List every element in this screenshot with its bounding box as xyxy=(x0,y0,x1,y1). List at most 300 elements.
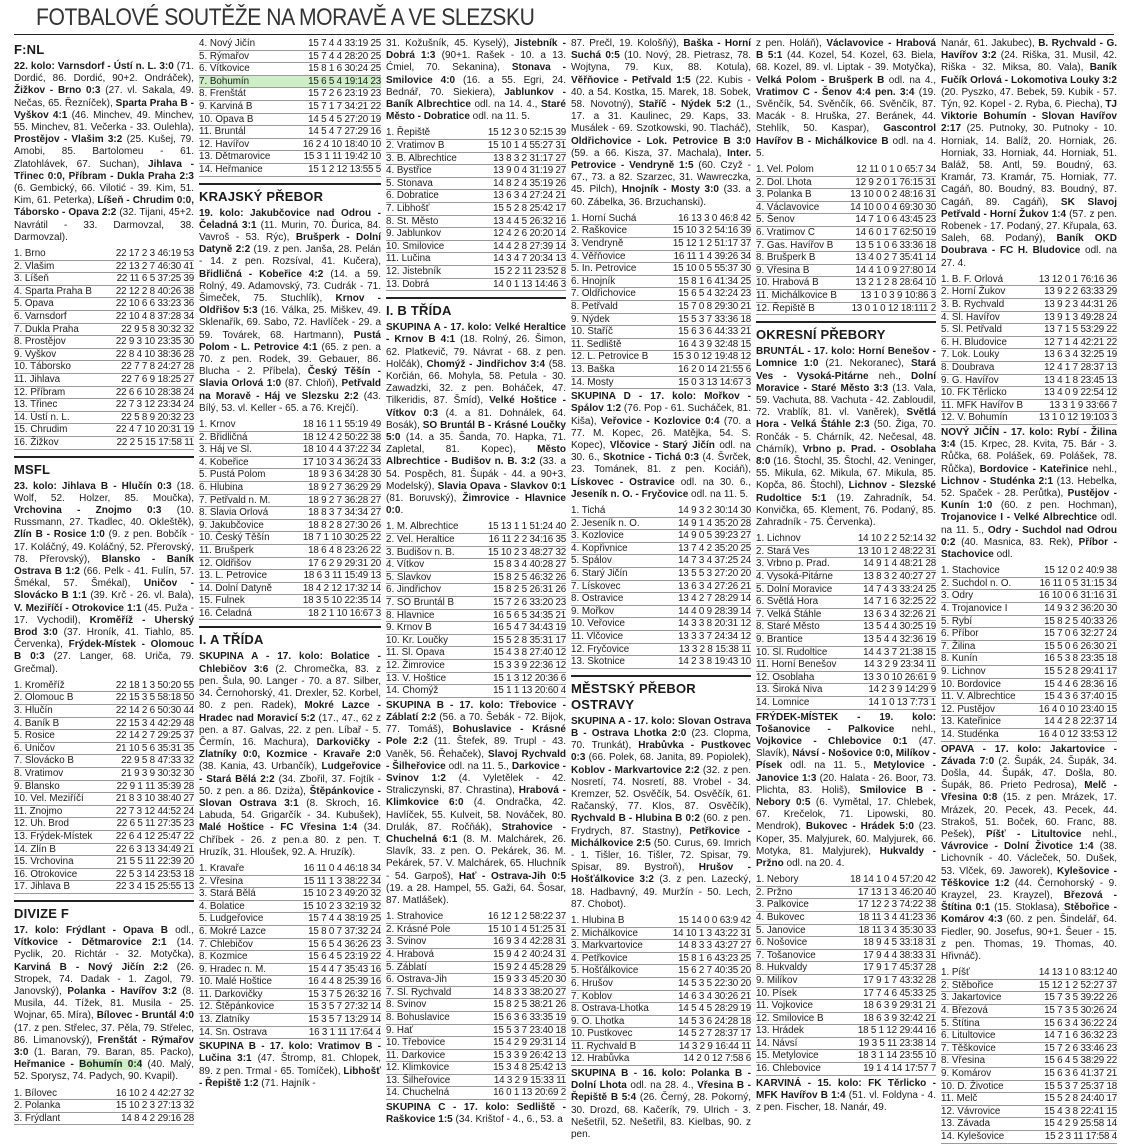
team-name: 13. Dobrá xyxy=(386,278,488,291)
table-row xyxy=(756,962,936,975)
team-name: 10. FK Těrlicko xyxy=(941,387,1039,400)
table-row xyxy=(571,363,751,376)
team-name: 12. Hrabůvka xyxy=(571,1053,673,1066)
section-block xyxy=(199,1041,381,1090)
results-paragraph: 23. kolo: Jihlava B - Hlučín 0:3 (18. Wolf, 52. Holzer, 85. Moučka), Vrchovina - Znojmo 0:3 (10. Russmann, 27. Tkadlec, 40. Okleštěk), Zlín B - Rosice 1:0 (9. z pen. Bobčík - 17. Koláčný, 49. Koláčný, 52. Přerovský, 78. Přerovský), Blansko - Baník Ostrava B 1:2 (66. Pelk - 41. Fulín, 57. Šmékal, 57. Šmékal), Uničov - Slovácko B 1:1 (39. Krč - 26. vl. Bala), V. Meziříčí - Otrokovice 1:1 (45. Puža - 17. Vychodil), Kroměříž - Uherský Brod 3:0 (37. Hroník, 41. Tiahlo, 85. Červenka), Frýdek-Místek - Olomouc B 0:3 (27. Langer, 68. Urіča, 79. Grečmal). xyxy=(14,480,195,675)
team-name: 12. Vávrovice xyxy=(941,1105,1039,1118)
table-row xyxy=(199,75,381,88)
table-row xyxy=(941,1017,1117,1030)
team-stats: 17 10 3 4 36:24 33 xyxy=(302,456,381,468)
section-block xyxy=(199,38,381,177)
table-row xyxy=(199,494,381,507)
team-stats: 14 9 3 2 36:20 30 xyxy=(1039,603,1117,616)
team-stats: 18 3 1 14 23:55 10 xyxy=(850,1050,936,1063)
team-name: 13. Hrádek xyxy=(756,1025,850,1038)
team-name: 4. Bolatice xyxy=(199,900,303,913)
table-row xyxy=(941,565,1117,577)
team-stats: 15 10 3 2 54:16 39 xyxy=(672,225,751,237)
team-stats: 15 7 4 4 28:20 25 xyxy=(303,50,381,63)
team-name: 8. Vratimov xyxy=(14,767,116,780)
team-stats: 14 2 3 9 14:29 9 xyxy=(858,684,936,697)
team-stats: 15 12 1 2 52:27 37 xyxy=(1038,979,1117,991)
team-name: 4. Kobeřice xyxy=(199,456,303,469)
team-stats: 14 4 2 8 22:37 14 xyxy=(1039,716,1117,729)
team-stats: 13 10 1 2 48:22 31 xyxy=(857,545,936,557)
team-name: 6. Varnsdorf xyxy=(14,311,116,324)
table-row xyxy=(941,324,1117,337)
team-name: 8. Hlavnice xyxy=(386,609,488,622)
table-row xyxy=(14,717,194,730)
team-stats: 15 9 2 4 45:28 29 xyxy=(488,961,566,974)
team-name: 2. Olomouc B xyxy=(14,692,116,705)
table-row xyxy=(14,336,194,349)
team-name: 6. Starý Jičín xyxy=(571,567,675,580)
table-row xyxy=(941,274,1117,286)
table-row xyxy=(14,1112,194,1125)
team-name: 5. Hošťálkovice xyxy=(571,965,673,978)
team-name: 1. Stachovice xyxy=(941,565,1039,577)
standings-table xyxy=(571,505,751,669)
team-stats: 13 3 3 7 24:34 12 xyxy=(675,630,751,643)
team-stats: 15 7 1 7 34:21 22 xyxy=(303,100,381,113)
table-row xyxy=(199,481,381,494)
team-name: 13. Závada xyxy=(941,1118,1039,1131)
team-name: 12. Klimkovice xyxy=(386,1062,488,1075)
team-stats: 14 2 3 8 19:43 10 xyxy=(675,656,751,669)
results-paragraph: SKUPINA B - 17. kolo: Vratimov B - Lučina 3:1 (47. Štromp, 81. Chlopek, 89. z pen. Trmal - 65. Tomíček), Libhošť - Řepiště 1:2 (71. Hajník - xyxy=(199,1041,381,1089)
standings-table xyxy=(941,967,1117,1143)
page-title: FOTBALOVÉ SOUTĚŽE NA MORAVĚ A VE SLEZSKU xyxy=(36,4,535,31)
team-stats: 21 9 3 9 30:32 30 xyxy=(116,767,194,780)
results-paragraph: SKUPINA A - 17. kolo: Slovan Ostrava B - Ostrava Lhotka 2:0 (23. Clopma, 70. Trunkát), Hrabůvka - Pustkovec 0:3 (66. Polek, 68. Janita, 89. Popiolek), Koblov - Markvartovice 2:2 (32. z pen. Nosretí, 74. Nosretí, 88. Vrobel - 34. Kremzer, 52. Osvěčík, 54. Osvěčík, 61. Račanský, 77. Klos, 87. Osvěčík), Rychvald B - Hlubina B 0:2 (60. z pen. Frydrych, 87. Stastny), Petřkovice - Michálkovice 2:5 (50. Curus, 69. Imrich - 1. Tišler, 16. Tišler, 72. Spisar, 79. Spisar, 89. Bystroň), Hrušov - Hošťálkovice 3:2 (3. z pen. Lazecký, 18. Hadbavný, 49. Muržín - 50. Lech, 87. Chobot). xyxy=(571,715,752,910)
team-stats: 22 7 3 12 44:52 24 xyxy=(115,805,194,817)
team-stats: 18 11 3 4 35:30 33 xyxy=(850,924,936,937)
team-stats: 22 15 3 4 42:29 48 xyxy=(115,717,194,729)
results-paragraph: 19. kolo: Jakubčovice nad Odrou - Čeladná 3:1 (11. Murin, 70. Ďurica, 84. Vavroš - 53. Rýc), Brušperk - Dolní Datyně 2:2 (19. z pen. Janša, 28. Pelán - 14. z pen. Rozsíval, 41. Kučera), Břidličná - Kobeřice 4:2 (14. a 59. Rolný, 49. Adamovský, 73. Cudrák - 71. Šimeček, 75. Stuchlík), Krnov - Oldřišov 5:3 (16. Válka, 25. Miškev, 49. Sklenařík, 69. Sabo, 72. Havlíček - 29. a 59. Továrek, 68. Hartmann), Pustá Polom - L. Petrovice 4:1 (65. z pen. a 70. z pen. Rodek, 39. Gebauer, 86. Blucha - 2. Příbela), Český Těšín - Slavia Orlová 1:0 (87. Chloň), Petřvald na Moravě - Háj ve Slezsku 2:2 (43. Bílý, 53. vl. Keller - 65. a 76. Krejčí). xyxy=(199,207,382,414)
standings-table xyxy=(386,521,566,697)
team-stats: 15 6 3 6 41:37 21 xyxy=(1039,1067,1117,1080)
section-heading: KRAJSKÝ PŘEBOR xyxy=(199,188,324,204)
team-stats: 16 11 1 4 39:26 34 xyxy=(673,250,751,262)
team-stats: 17 9 1 7 45:37 28 xyxy=(850,962,936,975)
team-name: 3. Palkovice xyxy=(756,899,850,912)
team-name: 13. Dětmarovice xyxy=(199,151,303,164)
standings-table xyxy=(199,419,381,621)
table-row xyxy=(941,577,1117,590)
team-name: 1. Hlubina B xyxy=(571,915,673,927)
team-name: 10. Pustkovec xyxy=(571,1028,673,1041)
team-name: 5. Stonava xyxy=(386,177,488,190)
team-stats: 13 9 0 4 31:19 27 xyxy=(488,165,566,178)
team-name: 9. G. Havířov xyxy=(941,374,1039,387)
table-row xyxy=(14,298,194,311)
team-stats: 22 9 5 8 30:32 32 xyxy=(116,323,194,336)
team-stats: 13 1 0 3 9 10:86 3 xyxy=(850,289,936,302)
team-name: 11. Sedliště xyxy=(571,338,673,351)
table-row xyxy=(199,875,381,888)
team-stats: 15 1 3 12 20:36 6 xyxy=(488,672,566,685)
table-row xyxy=(14,285,194,298)
table-row xyxy=(571,1053,751,1066)
team-name: 11. Darkovičky xyxy=(199,988,303,1001)
team-name: 1. Krnov xyxy=(199,419,303,431)
table-row xyxy=(14,881,194,894)
team-stats: 15 6 5 4 32:24 23 xyxy=(673,288,751,301)
table-row xyxy=(756,949,936,962)
section-block xyxy=(756,712,936,1076)
table-row xyxy=(756,201,936,214)
team-name: 9. Jakubčovice xyxy=(199,519,303,532)
table-row xyxy=(756,533,936,545)
team-stats: 18 11 3 4 41:23 36 xyxy=(850,911,936,924)
team-stats: 15 6 4 5 38:29 22 xyxy=(1039,1055,1117,1068)
table-row xyxy=(756,227,936,240)
team-stats: 16 4 0 10 23:40 15 xyxy=(1038,703,1117,715)
table-row xyxy=(199,456,381,469)
table-row xyxy=(756,633,936,646)
team-stats: 13 4 0 9 22:54 12 xyxy=(1039,387,1117,400)
results-paragraph: 87. Prečl, 19. Kološňý), Baška - Horní Suchá 0:5 (10. Nový, 28. Pietrasz, 78. Wojtyna, 79. Kux, 88. Kotula), Věřňovice - Petřvald 1:5 (22. Kubis - 40. a 54. Kostka, 15. Marek, 18. Sobek, 58. Novotný), Staříč - Nýdek 5:2 (1., 17. a 31. Kaulinec, 29. Kaps, 33. Musálek - 69. Szotkowski, 90. Tlacháč), Oldřichovice - Lok. Petrovice B 3:0 (59. a 66. Kisza, 37. Machala), Inter. Petrovice - Vendryně 1:5 (60. Czyž - 67., 73. a 82. Szarzec, 31. Wawreczka, 45. Pilch), Hnojník - Mosty 3:0 (33. a 60. Zábelka, 36. Brzuchanski). xyxy=(571,38,752,208)
section-block xyxy=(386,38,566,291)
table-row xyxy=(386,278,566,291)
results-paragraph: 17. kolo: Frýdlant - Opava B odl., Vítkovice - Dětmarovice 2:1 (14. Pyclik, 20. Richtár - 32. Motyčka), Karviná B - Nový Jičín 2:2 (26. Stropek, 74. Dadak - 1. Zagol, 79. Janovský), Polanka - Havířov 3:2 (8. Musila, 44. Tížek, 81. Musila - 25. Wojnar, 65. Míra), Bílovec - Bruntál 4:0 (17. z pen. Střelec, 37. Pěla, 79. Střelec, 86. Limanovský), Frenštát - Rýmařov 3:0 (1. Baran, 79. Baran, 85. Packo), Heřmanice - Bohumín 0:4 (40. Malý, 52. Sporysz, 74. Padych, 90. Kvapil). xyxy=(14,924,195,1083)
team-name: 3. Jakartovice xyxy=(941,992,1039,1005)
team-stats: 15 6 2 7 40:35 20 xyxy=(673,965,751,978)
team-name: 9. Komárov xyxy=(941,1067,1039,1080)
team-name: 9. Hať xyxy=(386,1024,488,1037)
table-row xyxy=(571,643,751,656)
team-stats: 15 6 5 4 19:14 23 xyxy=(303,75,381,88)
team-name: 11. Brušperk xyxy=(199,544,303,557)
team-stats: 22 6 6 10 28:38 24 xyxy=(115,386,194,398)
team-name: 1. Horní Suchá xyxy=(571,213,673,225)
team-name: 13. Skotnice xyxy=(571,656,675,669)
table-row xyxy=(756,1025,936,1038)
team-stats: 15 10 2 3 49:20 32 xyxy=(302,888,381,900)
team-stats: 17 9 1 7 43:32 28 xyxy=(850,974,936,987)
team-stats: 15 6 4 5 23:19 22 xyxy=(303,951,381,964)
table-row xyxy=(199,163,381,176)
team-stats: 22 4 7 10 20:31 19 xyxy=(115,424,194,436)
team-name: 6. Dobratice xyxy=(386,190,488,203)
team-name: 5. Rybí xyxy=(941,615,1039,628)
team-name: 14. Chomýž xyxy=(386,685,488,698)
team-stats: 18 9 4 5 33:18 31 xyxy=(850,937,936,950)
table-row xyxy=(571,567,751,580)
team-stats: 21 5 5 11 22:39 20 xyxy=(116,856,194,868)
table-row xyxy=(941,349,1117,362)
table-row xyxy=(571,618,751,631)
team-stats: 18 4 2 12 17:32 14 xyxy=(302,582,381,594)
team-name: 9. Lichnov xyxy=(941,665,1039,678)
team-name: 8. Staré Město xyxy=(756,621,858,634)
table-row xyxy=(199,138,381,151)
team-stats: 18 12 4 2 50:22 38 xyxy=(302,431,381,443)
table-row xyxy=(756,646,936,659)
table-row xyxy=(199,50,381,63)
team-name: 7. Lok. Louky xyxy=(941,349,1039,362)
team-stats: 18 9 2 7 36:29 29 xyxy=(303,481,381,494)
team-stats: 14 6 0 1 7 62:50 19 xyxy=(850,227,936,240)
table-row xyxy=(571,301,751,314)
section-heading: OKRESNÍ PŘEBORY xyxy=(756,327,886,343)
team-stats: 18 16 1 1 55:19 49 xyxy=(302,418,381,430)
table-row xyxy=(199,1014,381,1027)
team-name: 13. L. Petrovice xyxy=(199,570,303,583)
table-row xyxy=(571,250,751,263)
table-row xyxy=(756,1000,936,1013)
team-name: 6. Vratimov C xyxy=(756,227,850,240)
table-row xyxy=(756,239,936,252)
table-row xyxy=(571,1040,751,1053)
table-row xyxy=(941,1130,1117,1143)
team-name: 8. Doubrava xyxy=(941,362,1039,375)
table-row xyxy=(199,519,381,532)
team-stats: 22 14 2 6 50:30 44 xyxy=(115,704,194,716)
team-stats: 15 5 0 6 26:30 21 xyxy=(1039,640,1117,653)
team-stats: 15 5 2 8 24:40 17 xyxy=(1039,1093,1117,1106)
table-row xyxy=(199,557,381,570)
team-stats: 13 4 1 8 23:45 13 xyxy=(1039,374,1117,387)
team-stats: 16 0 1 13 20:69 2 xyxy=(488,1087,566,1100)
team-name: 6. Vítkovice xyxy=(199,63,303,76)
team-stats: 13 4 0 2 7 35:41 14 xyxy=(850,252,936,265)
table-row xyxy=(941,979,1117,992)
section-block xyxy=(386,1102,566,1126)
results-paragraph: SKUPINA D - 17. kolo: Mořkov - Spálov 1:2 (76. Pop - 61. Sucháček, 81. Kiša), Veřovice - Kozlovice 0:4 (70. a 77. M. Kopec, 26. Matějka, 54. S. Kopec), Vlčovice - Starý Jičín odl. na 30. 6., Skotnice - Tichá 0:3 (4. Švrček, 23. Tománek, 81. z pen. Kociáň), Lískovec - Ostravice odl. na 30. 6., Jeseník n. O. - Fryčovice odl. na 11. 5. xyxy=(571,391,751,500)
table-row xyxy=(14,868,194,881)
table-row xyxy=(756,974,936,987)
team-name: 16. Čeladná xyxy=(199,607,303,620)
team-name: 1. Kroměříž xyxy=(14,680,116,692)
team-stats: 15 7 0 8 29:30 21 xyxy=(673,301,751,314)
table-row xyxy=(386,634,566,647)
team-stats: 22 9 5 8 47:33 32 xyxy=(116,755,194,768)
table-row xyxy=(941,1030,1117,1043)
team-stats: 15 0 3 13 14:67 3 xyxy=(673,376,751,389)
team-stats: 13 3 2 8 15:38 11 xyxy=(675,643,751,656)
section-heading: I. B TŘÍDA xyxy=(386,303,452,319)
table-row xyxy=(756,924,936,937)
team-stats: 18 8 3 7 34:34 27 xyxy=(303,507,381,520)
team-name: 1. Bílovec xyxy=(14,1088,116,1100)
team-name: 1. Tichá xyxy=(571,505,675,517)
table-row xyxy=(386,165,566,178)
team-stats: 14 8 2 4 35:19 26 xyxy=(488,177,566,190)
table-row xyxy=(756,696,936,709)
team-name: 6. Litultovice xyxy=(941,1030,1039,1043)
table-row xyxy=(941,1042,1117,1055)
table-row xyxy=(386,571,566,584)
team-name: 8. Ostravice xyxy=(571,593,675,606)
table-row xyxy=(386,546,566,559)
team-stats: 13 3 0 10 26:61 9 xyxy=(858,671,936,684)
team-stats: 12 4 2 6 20:20 14 xyxy=(488,228,566,241)
team-stats: 15 4 3 6 37:40 15 xyxy=(1039,691,1117,704)
team-stats: 14 9 1 4 48:21 28 xyxy=(858,558,936,571)
table-row xyxy=(571,555,751,568)
team-name: 4. Hrabová xyxy=(386,948,488,961)
section-heading: MĚSTSKÝ PŘEBOR OSTRAVY xyxy=(571,680,696,712)
team-name: 1. Brno xyxy=(14,248,116,260)
table-row xyxy=(941,603,1117,616)
team-name: 12. Příbram xyxy=(14,386,116,399)
team-stats: 15 7 2 6 33:46 23 xyxy=(1039,1042,1117,1055)
table-row xyxy=(386,974,566,987)
table-row xyxy=(199,431,381,444)
table-row xyxy=(14,704,194,717)
team-name: 3. Vrbno p. Prad. xyxy=(756,558,858,571)
team-stats: 16 11 2 2 34:16 35 xyxy=(488,533,566,545)
team-stats: 15 3 4 8 25:42 13 xyxy=(488,1062,566,1075)
standings-table xyxy=(756,533,936,709)
team-stats: 15 3 1 11 19:42 10 xyxy=(303,151,381,163)
team-name: 11. Michálkovice B xyxy=(756,289,850,302)
table-row xyxy=(199,38,381,50)
team-stats: 15 10 0 5 55:37 30 xyxy=(672,263,751,275)
team-name: 12. Fryčovice xyxy=(571,643,675,656)
section-block xyxy=(941,427,1117,742)
team-stats: 22 2 5 15 17:58 11 xyxy=(116,436,194,448)
table-row xyxy=(756,583,936,596)
team-name: 8. Svinov xyxy=(386,999,488,1012)
team-stats: 15 10 2 3 32:19 32 xyxy=(302,900,381,912)
team-stats: 15 10 2 3 27:13 32 xyxy=(115,1100,194,1112)
table-row xyxy=(199,1026,381,1039)
team-stats: 14 8 3 3 43:27 27 xyxy=(673,940,751,953)
table-row xyxy=(386,240,566,253)
table-row xyxy=(571,580,751,593)
table-row xyxy=(386,215,566,228)
team-name: 10. Smilovice xyxy=(386,240,488,253)
team-name: 6. Světlá Hora xyxy=(756,596,858,609)
team-stats: 14 1 0 13 7:73 1 xyxy=(858,696,936,709)
results-paragraph: SKUPINA A - 17. kolo: Bolatice - Chlebičov 3:6 (2. Chromečka, 83. z pen. Šula, 90. Langer - 70. a 87. Silber, 34. Černohorský, 41. Drexler, 52. Korbel, 80. z pen. Radek), Mokré Lazce - Hradec nad Moravicí 5:2 (17., 47., 62 z pen. a 87. Galvas, 22. z pen. Líbař - 5. Čermín, 16. Machura), Darkovičky - Zlatníky 0:0, Kozmice - Kravaře 2:0 (38. Kania, 43. Urbančík), Ludgeřovice - Stará Bělá 2:2 (34. Zbořil, 37. Fojtík - 50. z pen. a 86. Dziża), Štěpánkovice - Slovan Ostrava 3:1 (8. Skroch, 16. Labuda, 54. Grigarčík - 34. Kubušek), Malé Hoštice - FC Vřesina 1:4 (34. Chříbek - 26. z pen.a 80. z pen. T. Hruzík, 31. Hloušek, 92. A. Hruzík). xyxy=(199,651,381,858)
table-row xyxy=(386,202,566,215)
table-row xyxy=(199,532,381,545)
table-row xyxy=(14,424,194,437)
team-name: 8. Ostrava-Lhotka xyxy=(571,1003,673,1016)
team-name: 5. Slavkov xyxy=(386,571,488,584)
standings-table xyxy=(941,274,1117,425)
team-name: 1. Nebory xyxy=(756,874,850,886)
table-row xyxy=(14,780,194,793)
team-stats: 14 5 4 5 27:20 19 xyxy=(303,113,381,126)
team-name: 8. Petřvald xyxy=(571,301,673,314)
team-name: 6. Uničov xyxy=(14,742,116,755)
team-name: 2. Suchdol n. O. xyxy=(941,577,1039,590)
table-row xyxy=(571,275,751,288)
table-row xyxy=(199,900,381,913)
team-stats: 16 11 0 4 46:18 34 xyxy=(303,862,381,874)
table-row xyxy=(14,830,194,843)
team-name: 10. Malé Hoštice xyxy=(199,976,303,989)
team-stats: 22 11 6 5 37:25 39 xyxy=(116,273,194,285)
team-stats: 12 7 1 4 42:21 22 xyxy=(1039,336,1117,349)
team-name: 5. Janovice xyxy=(756,924,850,937)
team-name: 2. Polanka xyxy=(14,1100,116,1113)
table-row xyxy=(756,289,936,302)
team-name: 5. Dolní Moravice xyxy=(756,583,858,596)
team-name: 8. Kozmice xyxy=(199,951,303,964)
team-name: 14. Kylešovice xyxy=(941,1130,1039,1143)
team-stats: 16 5 3 8 23:35 18 xyxy=(1039,653,1117,666)
team-name: 4. Sl. Havířov xyxy=(941,311,1039,324)
team-stats: 16 9 3 4 42:28 31 xyxy=(488,936,566,949)
team-name: 12. Osoblaha xyxy=(756,671,858,684)
team-stats: 14 4 1 0 9 27:80 14 xyxy=(850,264,936,277)
team-name: 11. Rychvald B xyxy=(571,1040,673,1053)
table-row xyxy=(386,596,566,609)
table-row xyxy=(571,1003,751,1016)
team-name: 14. Návsí xyxy=(756,1037,850,1050)
team-stats: 15 4 4 6 28:36 16 xyxy=(1039,678,1117,691)
table-row xyxy=(199,913,381,926)
table-row xyxy=(571,605,751,618)
team-stats: 15 8 2 5 38:21 26 xyxy=(488,999,566,1012)
table-row xyxy=(941,628,1117,641)
team-name: 1. Řepiště xyxy=(386,127,488,139)
table-row xyxy=(756,252,936,265)
team-stats: 22 6 5 11 27:35 23 xyxy=(116,818,194,830)
table-row xyxy=(386,685,566,698)
table-row xyxy=(386,999,566,1012)
team-stats: 13 4 4 5 26:32 16 xyxy=(488,215,566,228)
table-row xyxy=(571,915,751,927)
team-name: 6. Hnojník xyxy=(571,275,673,288)
results-paragraph: FRÝDEK-MÍSTEK - 19. kolo: Tošanovice - Palkovice nehl., Vojkovice - Chlebovice 0:1 (47. Slavík), Návsí - Nošovice 0:0, Milíkov - Písek odl. na 11. 5., Metylovice - Janovice 1:3 (20. Halata - 26. Boor, 73. Plichta, 83. Holiš), Smilovice B - Nebory 0:5 (6. Vymětal, 17. Chlebek, 67. Krečelok, 71. Lipowski, 80. Mendrok), Bukovec - Hrádek 5:0 (23. Koper, 35. Malyjurek, 60. Malyjurek, 66. Motyka, 81. Malyjurek), Hukvaldy - Pržno odl. na 20. 4. xyxy=(756,711,937,869)
team-stats: 22 5 3 14 23:53 18 xyxy=(115,868,194,880)
table-row xyxy=(941,691,1117,704)
team-name: 6. Hlubina xyxy=(199,481,303,494)
team-name: 7. Oldřichovice xyxy=(571,288,673,301)
team-name: 10. Bordovice xyxy=(941,678,1039,691)
team-stats: 18 6 4 8 23:26 22 xyxy=(303,544,381,557)
team-stats: 17 12 2 3 74:22 38 xyxy=(850,899,936,912)
title-rule xyxy=(14,34,1114,35)
team-name: 11. Jihlava xyxy=(14,373,116,386)
table-row xyxy=(571,656,751,669)
team-stats: 15 13 1 1 51:24 40 xyxy=(487,521,566,533)
team-stats: 22 18 1 3 50:20 55 xyxy=(115,679,194,691)
table-row xyxy=(386,659,566,672)
team-name: 6. Hrušov xyxy=(571,977,673,990)
table-row xyxy=(199,100,381,113)
team-stats: 16 2 0 14 21:55 6 xyxy=(673,363,751,376)
team-stats: 14 5 4 7 27:29 16 xyxy=(303,126,381,139)
section-heading: I. A TŘÍDA xyxy=(199,632,264,648)
table-row xyxy=(386,1087,566,1100)
team-name: 11. Melč xyxy=(941,1093,1039,1106)
table-row xyxy=(756,189,936,202)
team-stats: 15 10 1 4 55:27 31 xyxy=(487,140,566,152)
team-stats: 13 10 0 0 2 48:16 31 xyxy=(850,189,936,201)
team-stats: 13 5 1 0 6 33:36 18 xyxy=(850,239,936,252)
team-stats: 15 5 2 8 25:42 17 xyxy=(488,202,566,215)
table-row xyxy=(571,1028,751,1041)
team-name: 7. Petřvald n. M. xyxy=(199,494,303,507)
team-name: 7. Dukla Praha xyxy=(14,323,116,336)
team-name: 5. Rýmařov xyxy=(199,50,303,63)
team-stats: 15 3 3 9 26:42 13 xyxy=(488,1049,566,1062)
table-row xyxy=(199,444,381,457)
table-row xyxy=(386,177,566,190)
team-name: 10. Třebovice xyxy=(386,1037,488,1050)
section-block xyxy=(14,900,194,1125)
team-stats: 16 10 2 4 42:27 32 xyxy=(115,1087,194,1099)
team-stats: 15 2 2 11 23:52 8 xyxy=(488,265,566,278)
team-name: 10. D. Životice xyxy=(941,1080,1039,1093)
